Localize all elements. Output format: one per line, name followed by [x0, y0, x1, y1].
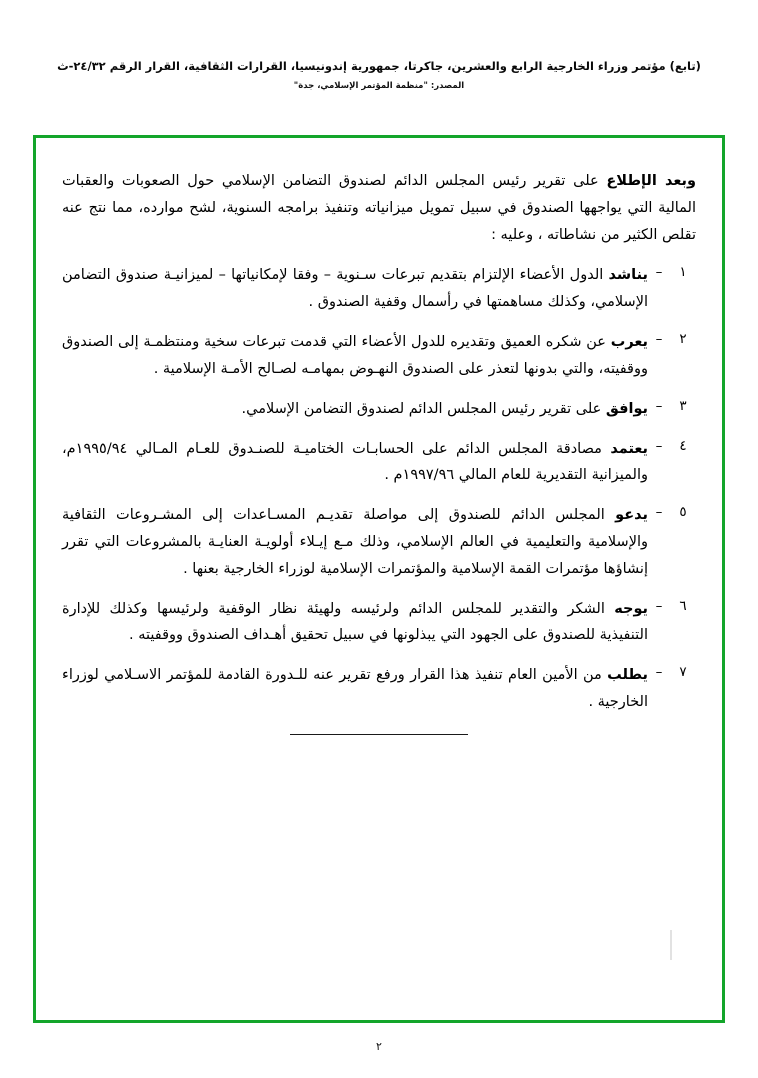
list-item: [62, 502, 696, 582]
clause-content: الشكر والتقدير للمجلس الدائم ولرئيسه ولهيئة نظار الوقفية ولرئيسها وكذلك للإدارة التنفيذية للصندوق على الجهود التي يبذلونها في سبيل تحقيق أهـداف الصندوق ووقفيته .: [62, 600, 648, 644]
clause-lead: يوجه: [614, 600, 648, 617]
list-item: [62, 329, 696, 383]
clause-body: [62, 662, 648, 716]
list-item: [62, 262, 696, 316]
clause-body: [62, 262, 648, 316]
clause-dash: –: [655, 504, 663, 521]
header-title-line: (تابع) مؤتمر وزراء الخارجية الرابع والعشرين، جاكرتا، جمهورية إندونيسيا، القرارات الثقافية، القرار الرقم ٢٤/٣٢-ث: [57, 59, 701, 73]
clause-dash: –: [655, 397, 663, 414]
clause-dash: –: [655, 597, 663, 614]
list-item: [62, 396, 696, 423]
clause-lead: يوافق: [605, 400, 648, 417]
section-divider: [290, 734, 468, 735]
list-item: [62, 596, 696, 650]
clause-body: [62, 596, 648, 650]
clause-content: على تقرير رئيس المجلس الدائم لصندوق التضامن الإسلامي.: [241, 400, 606, 417]
list-item: [62, 662, 696, 716]
clause-body: [62, 396, 648, 423]
clause-dash: –: [655, 437, 663, 454]
clause-lead: يدعو: [615, 507, 648, 524]
clause-content: عن شكره العميق وتقديره للدول الأعضاء التي قدمت تبرعات سخية ومنتظمـة إلى الصندوق ووقفيته، والتي بدونها لتعذر على الصندوق النهـوض بمهامـه لصـالح الأمـة الإسلامية .: [62, 334, 648, 377]
clause-dash: –: [655, 264, 663, 281]
clause-number: ٥: [679, 504, 687, 521]
page-number: ٢: [376, 1040, 382, 1053]
clause-body: [62, 502, 648, 582]
list-item: [62, 436, 696, 490]
clause-lead: يناشد: [608, 267, 648, 284]
clause-dash: –: [655, 664, 663, 681]
clause-number: ٣: [679, 397, 687, 414]
clause-number: ٤: [679, 437, 687, 454]
scan-artifact: [670, 930, 672, 960]
section-divider-wrapper: [62, 734, 696, 735]
clause-content: الدول الأعضاء الإلتزام بتقديم تبرعات سـنوية – وفقا لإمكانياتها – لميزانيـة صندوق التضامن الإسلامي، وكذلك مساهمتها في رأسمال وقفية الصندوق .: [62, 267, 648, 311]
preamble-paragraph: [62, 168, 696, 248]
header-source-line: المصدر: "منظمة المؤتمر الإسلامي، جدة": [293, 81, 465, 92]
clause-body: [62, 329, 648, 383]
clause-content: المجلس الدائم للصندوق إلى مواصلة تقديـم المسـاعدات إلى المشـروعات الثقافية والإسلامية والتعليمية في العالم الإسلامي، وذلك مـع إيـلاء أولويـة العنايـة بالمشروعات التي تقرر إنشاؤها مؤتمرات القمة الإسلامية والمؤتمرات الإسلامية لوزراء الخارجية بعنها .: [62, 507, 648, 577]
clause-number: ٢: [679, 331, 687, 348]
clause-number: ٦: [679, 597, 687, 614]
document-header: [0, 58, 758, 91]
clause-content: مصادقة المجلس الدائم على الحسابـات الختاميـة للصنـدوق للعـام المـالي ١٩٩٥/٩٤م، والميزانية التقديرية للعام المالي ١٩٩٧/٩٦م .: [62, 440, 648, 484]
clause-lead: يعتمد: [610, 440, 648, 457]
document-body: [62, 168, 696, 735]
clause-number: ٧: [679, 664, 687, 681]
clause-body: [62, 436, 648, 490]
clause-content: من الأمين العام تنفيذ هذا القرار ورفع تقرير عنه للـدورة القادمة للمؤتمر الاسـلامي لوزراء الخارجية .: [62, 667, 648, 710]
preamble-text: على تقرير رئيس المجلس الدائم لصندوق التضامن الإسلامي حول الصعوبات والعقبات المالية التي يواجهها الصندوق في سبيل تمويل ميزانياته وتنفيذ برامجه السنوية، لشح موارده، مما نتج عنه تقلص الكثير من نشاطاته ، وعليه :: [62, 173, 696, 243]
clause-lead: يعرب: [610, 334, 648, 351]
clause-number: ١: [679, 264, 687, 281]
preamble-lead: وبعد الإطلاع: [606, 173, 696, 189]
clause-list: [62, 262, 696, 715]
clause-lead: يطلب: [607, 667, 648, 684]
clause-dash: –: [655, 331, 663, 348]
